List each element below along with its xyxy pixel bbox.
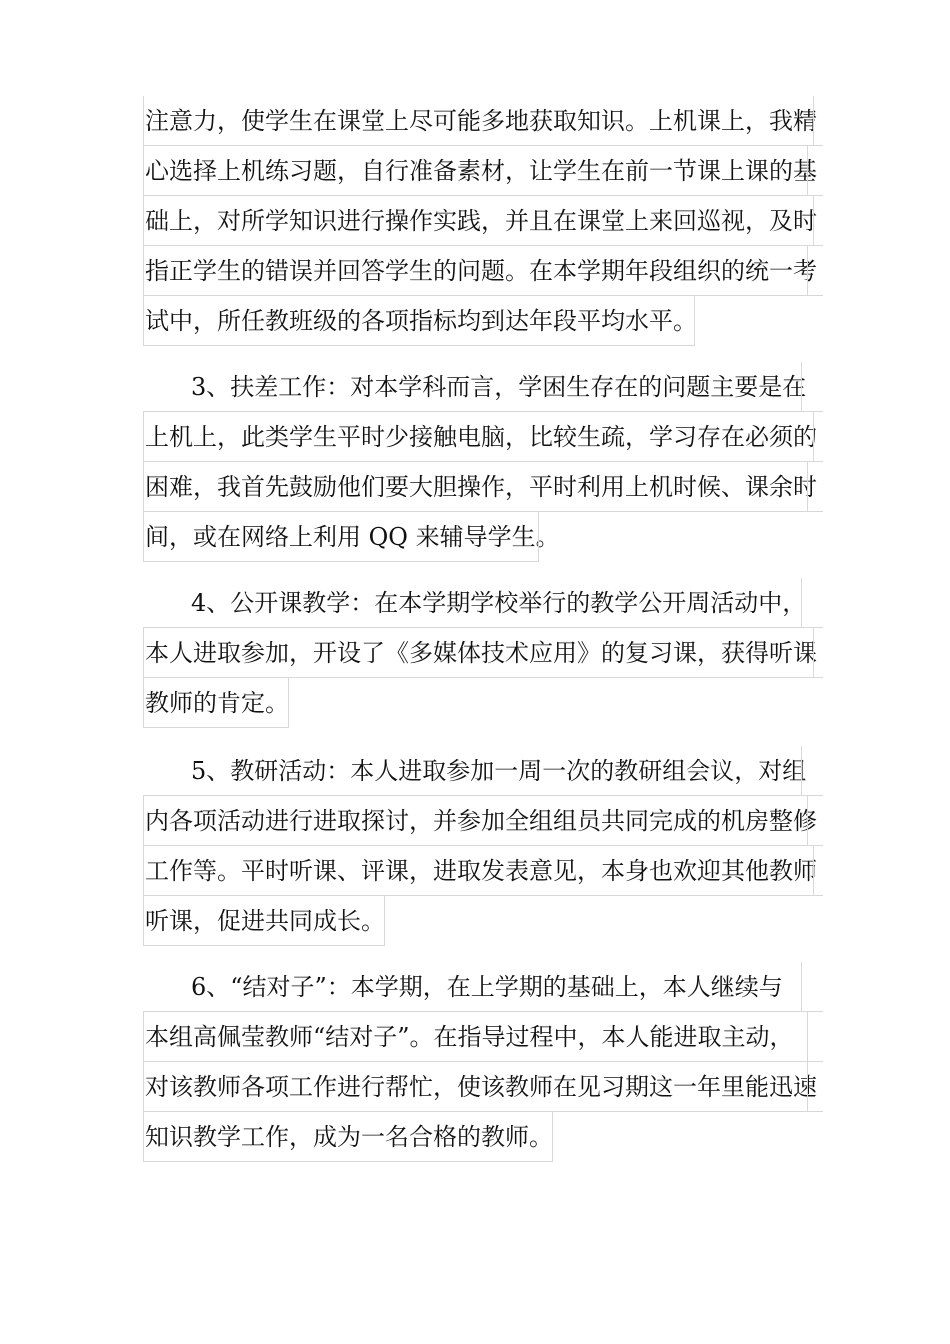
line-text: 试中，所任教班级的各项指标均到达年段平均水平。: [145, 307, 697, 335]
line-text: 间，或在网络上利用 QQ 来辅导学生。: [145, 523, 560, 551]
line-text: 6、“结对子”：本学期，在上学期的基础上，本人继续与: [191, 973, 783, 1001]
text-line: [143, 962, 823, 1012]
line-text: 知识教学工作，成为一名合格的教师。: [145, 1123, 553, 1151]
line-text: 困难，我首先鼓励他们要大胆操作，平时利用上机时候、课余时: [145, 473, 817, 501]
text-line: [143, 412, 823, 462]
text-line: [143, 678, 289, 728]
line-text: 听课，促进共同成长。: [145, 907, 385, 935]
paragraph-teaching: [143, 96, 823, 346]
text-line: [143, 1112, 553, 1162]
line-text: 础上，对所学知识进行操作实践，并且在课堂上来回巡视，及时: [145, 207, 817, 235]
text-line: [143, 746, 823, 796]
text-line: [143, 296, 695, 346]
line-text: 注意力，使学生在课堂上尽可能多地获取知识。上机课上，我精: [145, 107, 817, 135]
line-text: 心选择上机练习题，自行准备素材，让学生在前一节课上课的基: [145, 157, 817, 185]
line-text: 3、扶差工作：对本学科而言，学困生存在的问题主要是在: [191, 373, 807, 401]
text-line: [143, 246, 823, 296]
text-line: [143, 1012, 823, 1062]
text-line: [143, 462, 823, 512]
line-text: 上机上，此类学生平时少接触电脑，比较生疏，学习存在必须的: [145, 423, 817, 451]
paragraph-remedial-work: [143, 362, 823, 562]
paragraph-research-activity: [143, 746, 823, 946]
paragraph-open-class: [143, 578, 823, 728]
text-line: [143, 578, 823, 628]
line-text: 5、教研活动：本人进取参加一周一次的教研组会议，对组: [191, 757, 807, 785]
text-line: [143, 846, 823, 896]
text-line: [143, 196, 823, 246]
line-text: 内各项活动进行进取探讨，并参加全组组员共同完成的机房整修: [145, 807, 817, 835]
line-text: 本人进取参加，开设了《多媒体技术应用》的复习课，获得听课: [145, 639, 817, 667]
text-line: [143, 96, 823, 146]
line-text: 教师的肯定。: [145, 689, 289, 717]
text-line: [143, 362, 823, 412]
line-text: 指正学生的错误并回答学生的问题。在本学期年段组织的统一考: [145, 257, 817, 285]
line-text: 对该教师各项工作进行帮忙，使该教师在见习期这一年里能迅速: [145, 1073, 817, 1101]
text-line: [143, 1062, 823, 1112]
text-line: [143, 796, 823, 846]
line-text: 4、公开课教学：在本学期学校举行的教学公开周活动中，: [191, 589, 807, 617]
text-line: [143, 896, 385, 946]
line-text: 工作等。平时听课、评课，进取发表意见，本身也欢迎其他教师: [145, 857, 817, 885]
paragraph-mentoring: [143, 962, 823, 1162]
text-line: [143, 512, 560, 562]
line-text: 本组高佩莹教师“结对子”。在指导过程中，本人能进取主动，: [145, 1023, 794, 1051]
text-line: [143, 628, 823, 678]
text-line: [143, 146, 823, 196]
